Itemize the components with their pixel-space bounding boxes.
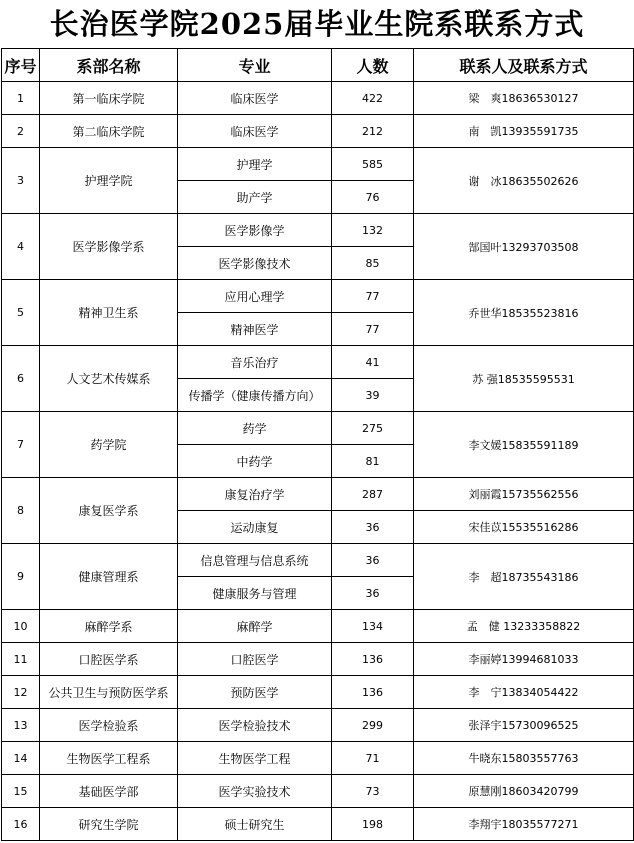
- student-count: 198: [332, 808, 414, 841]
- row-number: 15: [2, 775, 40, 808]
- department-name: 基础医学部: [40, 775, 178, 808]
- student-count: 132: [332, 214, 414, 247]
- major-name: 生物医学工程: [178, 742, 332, 775]
- major-name: 精神医学: [178, 313, 332, 346]
- student-count: 212: [332, 115, 414, 148]
- department-name: 护理学院: [40, 148, 178, 214]
- department-name: 健康管理系: [40, 544, 178, 610]
- major-name: 硕士研究生: [178, 808, 332, 841]
- major-name: 中药学: [178, 445, 332, 478]
- department-name: 口腔医学系: [40, 643, 178, 676]
- contact-info: 梁 爽18636530127: [414, 82, 634, 115]
- major-name: 药学: [178, 412, 332, 445]
- student-count: 136: [332, 643, 414, 676]
- contact-info: 牛晓东15803557763: [414, 742, 634, 775]
- student-count: 76: [332, 181, 414, 214]
- row-number: 12: [2, 676, 40, 709]
- table-row: [2, 610, 634, 643]
- contact-info: 李文媛15835591189: [414, 412, 634, 478]
- row-number: 7: [2, 412, 40, 478]
- department-name: 康复医学系: [40, 478, 178, 544]
- page-title: 长治医学院2025届毕业生院系联系方式: [49, 7, 585, 41]
- student-count: 73: [332, 775, 414, 808]
- table-row: [2, 709, 634, 742]
- student-count: 287: [332, 478, 414, 511]
- table-row: [2, 544, 634, 577]
- header-contact: 联系人及联系方式: [414, 49, 634, 82]
- department-name: 药学院: [40, 412, 178, 478]
- student-count: 71: [332, 742, 414, 775]
- row-number: 6: [2, 346, 40, 412]
- department-name: 麻醉学系: [40, 610, 178, 643]
- department-name: 人文艺术传媒系: [40, 346, 178, 412]
- header-dept: 系部名称: [40, 49, 178, 82]
- student-count: 39: [332, 379, 414, 412]
- contact-info: 李 宁13834054422: [414, 676, 634, 709]
- row-number: 9: [2, 544, 40, 610]
- department-name: 生物医学工程系: [40, 742, 178, 775]
- major-name: 临床医学: [178, 82, 332, 115]
- major-name: 运动康复: [178, 511, 332, 544]
- contact-info: 宋佳苡15535516286: [414, 511, 634, 544]
- major-name: 信息管理与信息系统: [178, 544, 332, 577]
- table-row: [2, 412, 634, 445]
- major-name: 护理学: [178, 148, 332, 181]
- student-count: 36: [332, 577, 414, 610]
- contact-table: [1, 48, 634, 841]
- major-name: 音乐治疗: [178, 346, 332, 379]
- major-name: 预防医学: [178, 676, 332, 709]
- contact-info: 原慧刚18603420799: [414, 775, 634, 808]
- department-name: 医学检验系: [40, 709, 178, 742]
- row-number: 13: [2, 709, 40, 742]
- header-major: 专业: [178, 49, 332, 82]
- student-count: 136: [332, 676, 414, 709]
- major-name: 医学实验技术: [178, 775, 332, 808]
- student-count: 422: [332, 82, 414, 115]
- department-name: 第二临床学院: [40, 115, 178, 148]
- row-number: 8: [2, 478, 40, 544]
- table-row: [2, 346, 634, 379]
- row-number: 10: [2, 610, 40, 643]
- contact-info: 苏 强18535595531: [414, 346, 634, 412]
- header-count: 人数: [332, 49, 414, 82]
- major-name: 医学影像技术: [178, 247, 332, 280]
- table-row: [2, 676, 634, 709]
- major-name: 口腔医学: [178, 643, 332, 676]
- student-count: 275: [332, 412, 414, 445]
- student-count: 36: [332, 511, 414, 544]
- contact-info: 李翔宇18035577271: [414, 808, 634, 841]
- major-name: 医学影像学: [178, 214, 332, 247]
- row-number: 5: [2, 280, 40, 346]
- table-row: [2, 82, 634, 115]
- contact-info: 乔世华18535523816: [414, 280, 634, 346]
- table-row: [2, 742, 634, 775]
- major-name: 应用心理学: [178, 280, 332, 313]
- row-number: 14: [2, 742, 40, 775]
- row-number: 3: [2, 148, 40, 214]
- contact-info: 李 超18735543186: [414, 544, 634, 610]
- contact-info: 谢 冰18635502626: [414, 148, 634, 214]
- department-name: 研究生学院: [40, 808, 178, 841]
- row-number: 11: [2, 643, 40, 676]
- table-row: [2, 775, 634, 808]
- student-count: 85: [332, 247, 414, 280]
- student-count: 81: [332, 445, 414, 478]
- department-name: 医学影像学系: [40, 214, 178, 280]
- student-count: 134: [332, 610, 414, 643]
- header-num: 序号: [2, 49, 40, 82]
- student-count: 585: [332, 148, 414, 181]
- table-row: [2, 148, 634, 181]
- table-row: [2, 115, 634, 148]
- contact-info: 张泽宇15730096525: [414, 709, 634, 742]
- student-count: 36: [332, 544, 414, 577]
- table-row: [2, 214, 634, 247]
- department-name: 公共卫生与预防医学系: [40, 676, 178, 709]
- student-count: 77: [332, 280, 414, 313]
- contact-info: 孟 健 13233358822: [414, 610, 634, 643]
- table-body: [2, 82, 634, 841]
- table-row: [2, 643, 634, 676]
- contact-info: 南 凯13935591735: [414, 115, 634, 148]
- table-header-row: [2, 49, 634, 82]
- contact-info: 刘丽霞15735562556: [414, 478, 634, 511]
- department-name: 精神卫生系: [40, 280, 178, 346]
- row-number: 1: [2, 82, 40, 115]
- major-name: 健康服务与管理: [178, 577, 332, 610]
- row-number: 16: [2, 808, 40, 841]
- contact-info: 李丽婷13994681033: [414, 643, 634, 676]
- major-name: 麻醉学: [178, 610, 332, 643]
- major-name: 医学检验技术: [178, 709, 332, 742]
- department-name: 第一临床学院: [40, 82, 178, 115]
- row-number: 2: [2, 115, 40, 148]
- major-name: 助产学: [178, 181, 332, 214]
- major-name: 传播学（健康传播方向）: [178, 379, 332, 412]
- major-name: 临床医学: [178, 115, 332, 148]
- row-number: 4: [2, 214, 40, 280]
- student-count: 299: [332, 709, 414, 742]
- table-row: [2, 808, 634, 841]
- table-row: [2, 478, 634, 511]
- table-row: [2, 280, 634, 313]
- major-name: 康复治疗学: [178, 478, 332, 511]
- contact-info: 郜国叶13293703508: [414, 214, 634, 280]
- student-count: 41: [332, 346, 414, 379]
- student-count: 77: [332, 313, 414, 346]
